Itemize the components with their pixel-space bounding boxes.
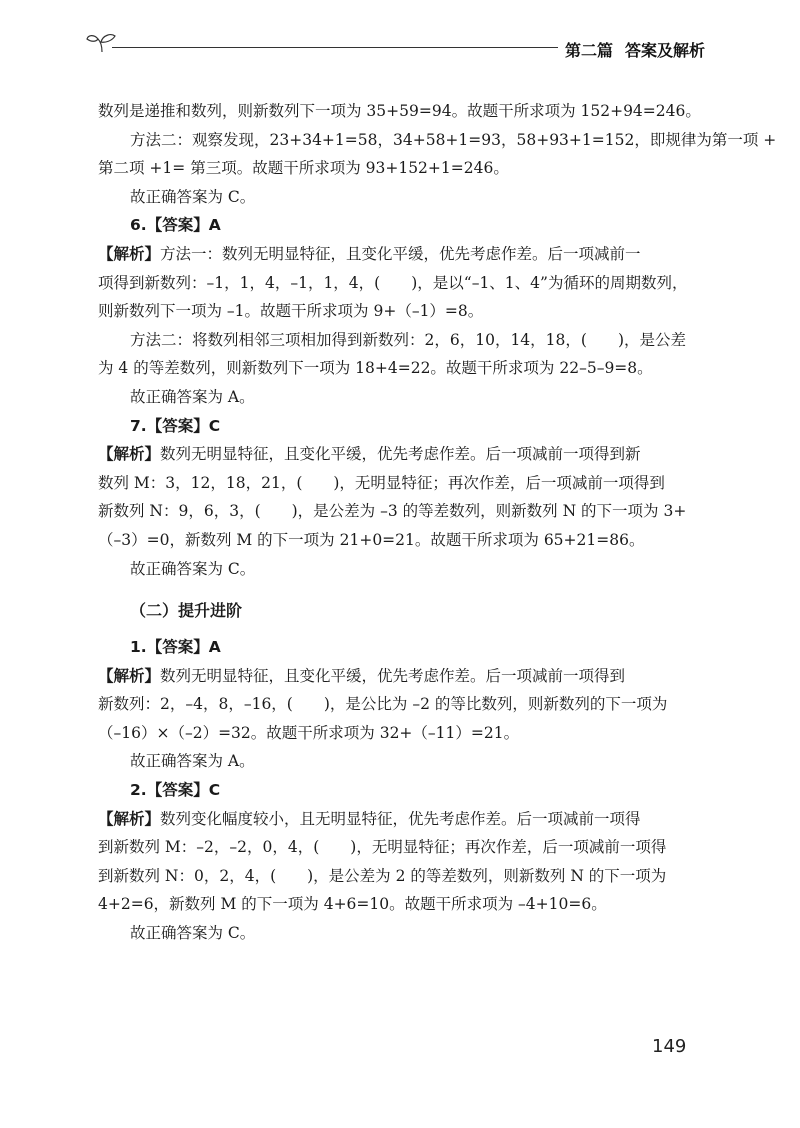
text-line: 【解析】数列无明显特征，且变化平缓，优先考虑作差。后一项减前一项得到新 xyxy=(98,445,641,464)
answer-heading: 7.【答案】C xyxy=(130,416,221,435)
conclusion-line: 故正确答案为 C。 xyxy=(130,559,256,578)
analysis-label: 【解析】 xyxy=(98,809,161,828)
header-rule xyxy=(112,47,558,48)
page-content xyxy=(98,97,777,948)
item-number: 2. xyxy=(130,781,147,800)
item-number: 7. xyxy=(130,416,147,435)
conclusion-line: 故正确答案为 A。 xyxy=(130,387,255,406)
item-number: 1. xyxy=(130,638,147,657)
answer-heading: 2.【答案】C xyxy=(130,781,221,800)
sprout-icon xyxy=(86,30,118,54)
analysis-label: 【解析】 xyxy=(98,445,161,464)
analysis-label: 【解析】 xyxy=(98,244,161,263)
text-line: 4+2=6，新数列 M 的下一项为 4+6=10。故题干所求项为 –4+10=6。 xyxy=(98,895,607,914)
section-heading: （二）提升进阶 xyxy=(130,601,243,621)
header-section-title: 答案及解析 xyxy=(625,41,706,60)
text-line: 则新数列下一项为 –1。故题干所求项为 9+（–1）=8。 xyxy=(98,302,484,321)
header-title xyxy=(565,38,705,61)
text-line: （–3）=0，新数列 M 的下一项为 21+0=21。故题干所求项为 65+21=86。 xyxy=(98,530,645,549)
text-line: 【解析】数列变化幅度较小，且无明显特征，优先考虑作差。后一项减前一项得 xyxy=(98,809,641,828)
text-line: 项得到新数列：–1，1，4，–1，1，4，( )，是以“–1、1、4”为循环的周期数列， xyxy=(98,273,688,292)
text-line: 新数列：2，–4，8，–16，( )，是公比为 –2 的等比数列，则新数列的下一项为 xyxy=(98,695,668,714)
text-line: 【解析】数列无明显特征，且变化平缓，优先考虑作差。后一项减前一项得到 xyxy=(98,666,626,685)
text-line: 数列是递推和数列，则新数列下一项为 35+59=94。故题干所求项为 152+94=246。 xyxy=(98,102,701,120)
text-line: （–16）×（–2）=32。故题干所求项为 32+（–11）=21。 xyxy=(98,723,520,742)
answer-heading: 1.【答案】A xyxy=(130,638,221,657)
conclusion-line: 故正确答案为 A。 xyxy=(130,752,255,771)
text-line: 到新数列 N：0，2，4，( )，是公差为 2 的等差数列，则新数列 N 的下一项为 xyxy=(98,866,667,885)
text-line: 【解析】方法一：数列无明显特征，且变化平缓，优先考虑作差。后一项减前一 xyxy=(98,244,641,263)
text-line: 方法二：将数列相邻三项相加得到新数列：2，6，10，14，18，( )，是公差 xyxy=(130,330,686,349)
page-header xyxy=(0,0,800,70)
text-line: 新数列 N：9，6，3，( )，是公差为 –3 的等差数列，则新数列 N 的下一项为 3+ xyxy=(98,502,687,521)
analysis-label: 【解析】 xyxy=(98,666,161,685)
page-number: 149 xyxy=(652,1036,687,1057)
conclusion-line: 故正确答案为 C。 xyxy=(130,187,256,206)
item-number: 6. xyxy=(130,216,147,235)
conclusion-line: 故正确答案为 C。 xyxy=(130,924,256,943)
header-part: 第二篇 xyxy=(565,41,614,60)
text-line: 为 4 的等差数列，则新数列下一项为 18+4=22。故题干所求项为 22–5–9=8。 xyxy=(98,359,653,378)
text-line: 到新数列 M：–2，–2，0，4，( )，无明显特征；再次作差，后一项减前一项得 xyxy=(98,838,667,857)
text-line: 方法二：观察发现，23+34+1=58，34+58+1=93，58+93+1=152，即规律为第一项 + xyxy=(130,130,777,149)
answer-heading: 6.【答案】A xyxy=(130,216,221,235)
text-line: 数列 M：3，12，18，21，( )，无明显特征；再次作差，后一项减前一项得到 xyxy=(98,473,665,492)
text-line: 第二项 +1= 第三项。故题干所求项为 93+152+1=246。 xyxy=(98,159,509,178)
